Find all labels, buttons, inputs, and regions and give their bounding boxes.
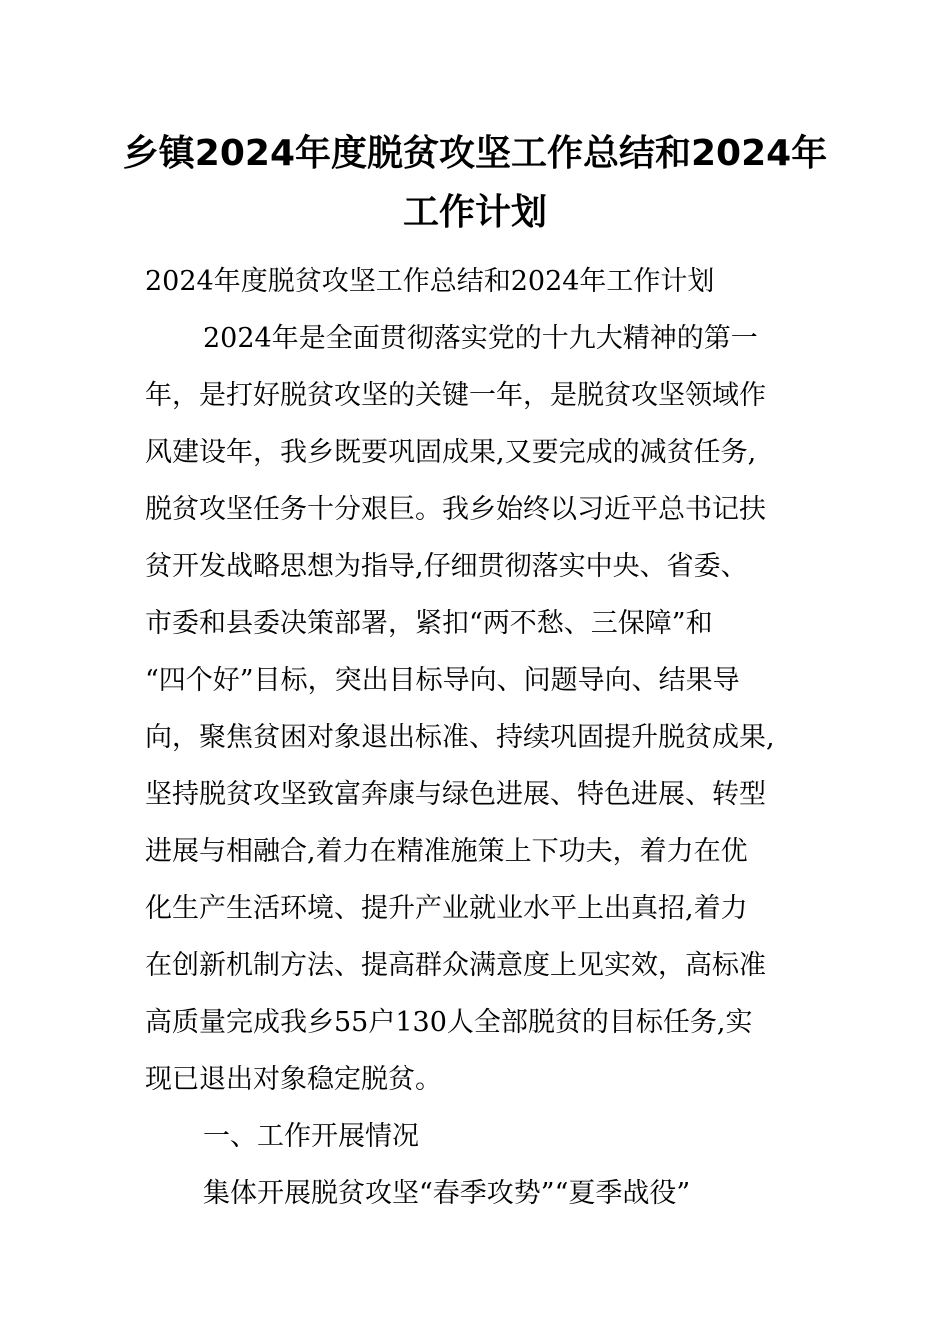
paragraph-line: 进展与相融合,着力在精准施策上下功夫，着力在优	[145, 836, 748, 867]
paragraph-line: 高质量完成我乡55户130人全部脱贫的目标任务,实	[145, 1007, 753, 1038]
paragraph-line: 市委和县委决策部署，紧扣“两不愁、三保障”和	[145, 608, 713, 639]
document-title-line-2: 工作计划	[402, 192, 547, 233]
paragraph-line: 向，聚焦贫困对象退出标准、持续巩固提升脱贫成果,	[145, 722, 775, 753]
paragraph-line: 2024年是全面贯彻落实党的十九大精神的第一	[203, 323, 758, 354]
paragraph-line: 脱贫攻坚任务十分艰巨。我乡始终以习近平总书记扶	[145, 494, 766, 525]
section-heading: 一、工作开展情况	[203, 1121, 419, 1152]
paragraph-line: 化生产生活环境、提升产业就业水平上出真招,着力	[145, 893, 748, 924]
paragraph-line: 现已退出对象稳定脱贫。	[145, 1064, 442, 1095]
paragraph-line: “四个好”目标，突出目标导向、问题导向、结果导	[145, 665, 740, 696]
paragraph-line: 年，是打好脱贫攻坚的关键一年，是脱贫攻坚领域作	[145, 380, 766, 411]
paragraph-line: 风建设年，我乡既要巩固成果,又要完成的减贫任务,	[145, 437, 757, 468]
document-title-line-1: 乡镇2024年度脱贫攻坚工作总结和2024年	[122, 133, 828, 174]
paragraph-line: 集体开展脱贫攻坚“春季攻势”“夏季战役”	[203, 1178, 691, 1209]
paragraph-line: 在创新机制方法、提高群众满意度上见实效，高标准	[145, 950, 766, 981]
paragraph-line: 贫开发战略思想为指导,仔细贯彻落实中央、省委、	[145, 551, 748, 582]
paragraph-line: 坚持脱贫攻坚致富奔康与绿色进展、特色进展、转型	[145, 779, 766, 810]
document-subtitle: 2024年度脱贫攻坚工作总结和2024年工作计划	[145, 266, 715, 297]
